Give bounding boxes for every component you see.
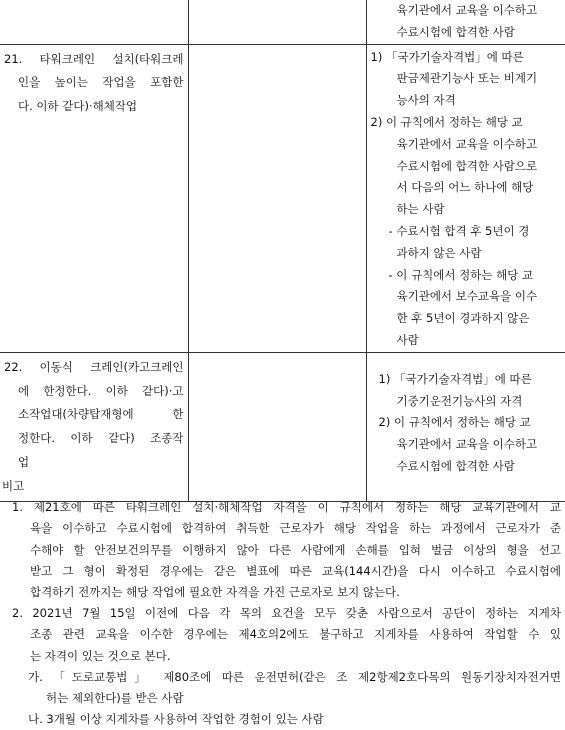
notes-section	[0, 476, 565, 730]
qualification-line: 1) 「국가기술자격법」에 따른	[378, 371, 532, 386]
work-cell	[0, 44, 188, 352]
qualification-line: - 이 규칙에서 정하는 해당 교	[388, 267, 534, 282]
work-line: 22. 이동식 크레인(카고크레인	[4, 359, 184, 374]
note-item-2	[0, 603, 565, 730]
note-line: 1. 제21호에 따른 타워크레인 설치·해체작업 자격을 이 규칙에서 정하는 해당 교육기관에서 교	[12, 500, 561, 515]
note-item-1	[0, 497, 565, 603]
qualification-line: 서 다음의 어느 하나에 해당	[396, 180, 534, 195]
qualification-line: 2) 이 규칙에서 정하는 해당 교	[370, 114, 523, 129]
qualification-line: 육기관에서 교육을 이수하고	[396, 136, 538, 151]
qualification-line: 능사의 자격	[396, 93, 456, 108]
qualification-line: 1) 「국가기술자격법」에 따른	[370, 49, 524, 64]
note-subitem-line: 가. 「도로교통법」 제80조에 따른 운전면허(같은 조 제2항제2호다목의 원동기장치자전거면	[28, 669, 561, 684]
table-row-21	[0, 44, 565, 352]
qualification-line: - 수료시험 합격 후 5년이 경	[388, 223, 530, 238]
work-line: 다. 이하 같다)·해체작업	[18, 99, 138, 114]
work-line: 소작업대(차량탑재형에 한	[18, 407, 184, 422]
qualification-line: 육기관에서 교육을 이수하고	[396, 437, 538, 452]
qualification-line: 하는 사람	[396, 202, 445, 217]
note-subitem-line: 허는 제외한다)를 받은 사람	[46, 690, 184, 705]
work-line: 업	[18, 454, 30, 469]
note-line: 합격하기 전까지는 해당 작업에 필요한 자격을 가진 근로자로 보지 않는다.	[30, 584, 400, 599]
qualification-cell	[366, 0, 565, 44]
note-line: 육을 이수하고 수료시험에 합격하여 취득한 근로자가 해당 작업을 하는 과정에서 근로자가 준	[30, 521, 561, 536]
qualification-line: 수료시험에 합격한 사람	[396, 24, 515, 39]
qualification-cell	[366, 44, 565, 352]
qualification-line: 기중기운전기능사의 자격	[396, 393, 523, 408]
notes-heading: 비고	[2, 479, 25, 493]
qualification-line: 수료시험에 합격한 사람으로	[396, 158, 538, 173]
note-subitem-line: 나. 3개월 이상 지게차를 사용하여 작업한 경험이 있는 사람	[28, 712, 324, 727]
qualification-line: 과하지 않은 사람	[396, 245, 482, 260]
note-line: 2. 2021년 7월 15일 이전에 다음 각 목의 요건을 모두 갖춘 사람으로서 공단이 정하는 지게차	[12, 606, 561, 621]
qualification-line: 육기관에서 보수교육을 이수	[396, 289, 538, 304]
qualification-line: 사람	[396, 332, 419, 347]
work-line: 인을 높이는 작업을 포함한	[18, 75, 184, 90]
work-cell-empty	[0, 0, 188, 44]
license-cell-empty	[188, 44, 366, 352]
qualification-line: 한 후 5년이 경과하지 않은	[396, 311, 530, 326]
note-line: 조종 관련 교육을 이수한 경우에는 제4호의2에도 불구하고 지게차를 사용하여 작업할 수 있	[30, 627, 561, 642]
work-line: 21. 타워크레인 설치(타워크레	[4, 51, 184, 66]
qualification-line: 판금제관기능사 또는 비계기	[396, 71, 538, 86]
work-line: 정한다. 이하 같다) 조종작	[18, 431, 184, 446]
qualification-line: 2) 이 규칙에서 정하는 해당 교	[378, 415, 531, 430]
qualification-line: 육기관에서 교육을 이수하고	[396, 3, 538, 17]
qualification-line: 수료시험에 합격한 사람	[396, 458, 515, 473]
note-line: 받고 그 형이 확정된 경우에는 같은 별표에 따른 교육(144시간)을 다시 이수하고 수료시험에	[30, 563, 561, 578]
work-line: 에 한정한다. 이하 같다)·고	[18, 383, 184, 398]
note-line: 는 자격이 있는 것으로 본다.	[30, 648, 171, 663]
table-row-continued	[0, 0, 565, 44]
license-cell-empty	[188, 0, 366, 44]
note-line: 수해야 할 안전보건의무를 이행하지 않아 다른 사람에게 손해를 입혀 벌금 이상의 형을 선고	[30, 542, 561, 557]
